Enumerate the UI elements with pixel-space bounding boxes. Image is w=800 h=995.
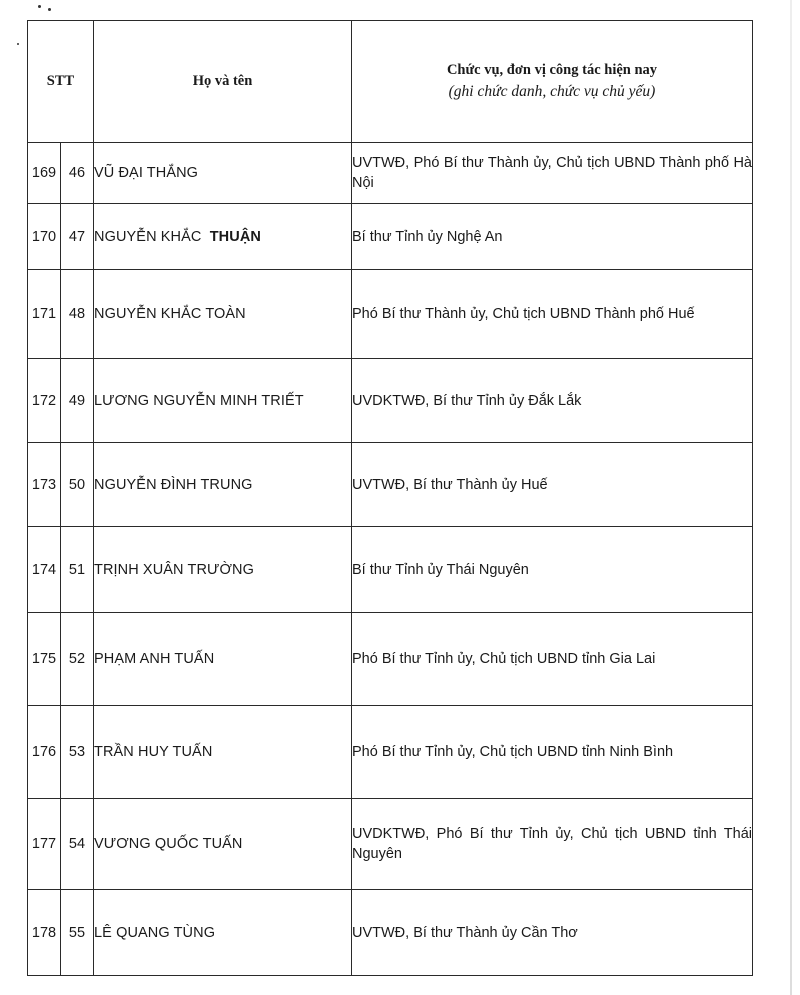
header-position-title: Chức vụ, đơn vị công tác hiện nay bbox=[446, 62, 658, 78]
table-row bbox=[28, 270, 753, 359]
row-stt: 169 bbox=[28, 143, 61, 204]
row-position: Phó Bí thư Thành ủy, Chủ tịch UBND Thành phố Huế bbox=[352, 270, 753, 359]
row-name: NGUYỄN ĐÌNH TRUNG bbox=[94, 443, 352, 527]
table-row bbox=[28, 890, 753, 976]
row-name: NGUYỄN KHẮC TOÀN bbox=[94, 270, 352, 359]
row-name bbox=[94, 204, 352, 270]
row-stt: 173 bbox=[28, 443, 61, 527]
table-row bbox=[28, 443, 753, 527]
row-name: PHẠM ANH TUẤN bbox=[94, 613, 352, 706]
row-sub-stt: 46 bbox=[61, 143, 94, 204]
row-sub-stt: 51 bbox=[61, 527, 94, 613]
table-row bbox=[28, 143, 753, 204]
table-row bbox=[28, 527, 753, 613]
header-stt: STT bbox=[28, 21, 94, 143]
table-row bbox=[28, 359, 753, 443]
row-stt: 171 bbox=[28, 270, 61, 359]
row-stt: 172 bbox=[28, 359, 61, 443]
table-row bbox=[28, 799, 753, 890]
row-stt: 174 bbox=[28, 527, 61, 613]
row-position: UVDKTWĐ, Bí thư Tỉnh ủy Đắk Lắk bbox=[352, 359, 753, 443]
row-sub-stt: 48 bbox=[61, 270, 94, 359]
row-name: TRỊNH XUÂN TRƯỜNG bbox=[94, 527, 352, 613]
row-position: UVTWĐ, Bí thư Thành ủy Cần Thơ bbox=[352, 890, 753, 976]
scan-speck bbox=[48, 8, 51, 11]
header-name: Họ và tên bbox=[94, 21, 352, 143]
row-stt: 175 bbox=[28, 613, 61, 706]
row-sub-stt: 47 bbox=[61, 204, 94, 270]
header-position bbox=[352, 21, 753, 143]
table-header-row bbox=[28, 21, 753, 143]
row-sub-stt: 52 bbox=[61, 613, 94, 706]
row-name: LƯƠNG NGUYỄN MINH TRIẾT bbox=[94, 359, 352, 443]
row-sub-stt: 50 bbox=[61, 443, 94, 527]
row-name: LÊ QUANG TÙNG bbox=[94, 890, 352, 976]
scan-speck bbox=[38, 5, 41, 8]
row-position: Phó Bí thư Tỉnh ủy, Chủ tịch UBND tỉnh Gia Lai bbox=[352, 613, 753, 706]
row-sub-stt: 53 bbox=[61, 706, 94, 799]
row-name: TRẦN HUY TUẤN bbox=[94, 706, 352, 799]
scan-edge-shadow bbox=[790, 0, 792, 995]
candidate-table bbox=[27, 20, 753, 976]
table-row bbox=[28, 204, 753, 270]
row-sub-stt: 54 bbox=[61, 799, 94, 890]
row-name: VŨ ĐẠI THẮNG bbox=[94, 143, 352, 204]
row-position: Phó Bí thư Tỉnh ủy, Chủ tịch UBND tỉnh Ninh Bình bbox=[352, 706, 753, 799]
header-position-note: (ghi chức danh, chức vụ chủ yếu) bbox=[448, 83, 656, 100]
row-position: Bí thư Tỉnh ủy Thái Nguyên bbox=[352, 527, 753, 613]
row-stt: 178 bbox=[28, 890, 61, 976]
table-row bbox=[28, 706, 753, 799]
row-stt: 177 bbox=[28, 799, 61, 890]
row-stt: 170 bbox=[28, 204, 61, 270]
row-position: UVTWĐ, Phó Bí thư Thành ủy, Chủ tịch UBND Thành phố Hà Nội bbox=[352, 143, 753, 204]
row-sub-stt: 49 bbox=[61, 359, 94, 443]
scan-speck bbox=[17, 43, 19, 45]
row-stt: 176 bbox=[28, 706, 61, 799]
row-sub-stt: 55 bbox=[61, 890, 94, 976]
row-position: UVDKTWĐ, Phó Bí thư Tỉnh ủy, Chủ tịch UBND tỉnh Thái Nguyên bbox=[352, 799, 753, 890]
row-name-bold: THUẬN bbox=[209, 228, 261, 245]
row-position: UVTWĐ, Bí thư Thành ủy Huế bbox=[352, 443, 753, 527]
table-row bbox=[28, 613, 753, 706]
row-name: VƯƠNG QUỐC TUẤN bbox=[94, 799, 352, 890]
row-position: Bí thư Tỉnh ủy Nghệ An bbox=[352, 204, 753, 270]
row-name-given: NGUYỄN KHẮC bbox=[94, 228, 202, 245]
